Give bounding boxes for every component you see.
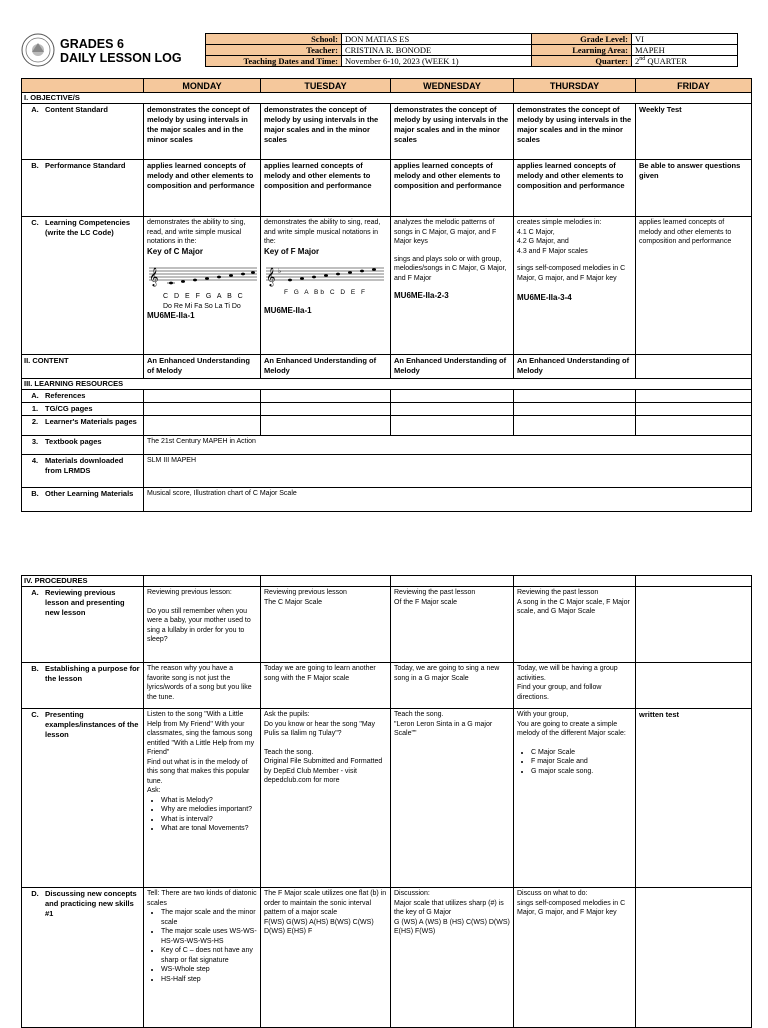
proc-d-thu: Discuss on what to do: sings self-composed melodies in C Major, G major, and F Major key <box>514 888 636 1028</box>
proc-a-label: A. Reviewing previous lesson and presenting new lesson <box>22 587 144 663</box>
proc-d-label: D. Discussing new concepts and practicing new skills #1 <box>22 888 144 1028</box>
tg-wed <box>391 403 514 416</box>
tg-mon <box>144 403 261 416</box>
proc-a-tue: Reviewing previous lesson The C Major Scale <box>261 587 391 663</box>
textbook-label: 3. Textbook pages <box>22 436 144 455</box>
proc-b-thu: Today, we will be having a group activities. Find your group, and follow directions. <box>514 663 636 709</box>
tg-label: 1. TG/CG pages <box>22 403 144 416</box>
content-thu: An Enhanced Understanding of Melody <box>514 355 636 379</box>
competencies-thu: creates simple melodies in: 4.1 C Major, 4.2 G Major, and 4.3 and F Major scales sings self-composed melodies in C Major, G major, and F Major key MU6ME-IIa-3-4 <box>514 217 636 355</box>
content-standard-tue: demonstrates the concept of melody by using intervals in the major scales and in the minor scales <box>261 104 391 160</box>
grade-value: VI <box>632 34 738 45</box>
list-item: • Key of C – does not have any sharp or flat signature <box>161 946 257 965</box>
competencies-label: C. Learning Competencies (write the LC Code) <box>22 217 144 355</box>
list-item: • G major scale song. <box>531 767 632 777</box>
corner-cell <box>22 79 144 93</box>
textbook-value: The 21st Century MAPEH in Action <box>144 436 752 455</box>
title-grades: GRADES 6 <box>60 37 124 51</box>
quarter-value: 2nd QUARTER <box>632 56 738 67</box>
performance-standard-thu: applies learned concepts of melody and other elements to composition and performance <box>514 160 636 217</box>
day-monday: MONDAY <box>144 79 261 93</box>
performance-standard-label: B. Performance Standard <box>22 160 144 217</box>
proc-a-fri <box>636 587 752 663</box>
proc-d-tue: The F Major scale utilizes one flat (b) in order to maintain the sonic interval pattern of a major scale F(WS) G(WS) A(HS) B(WS) C(WS) D(WS) E(HS) F <box>261 888 391 1028</box>
tg-tue <box>261 403 391 416</box>
teacher-label: Teacher: <box>206 45 342 56</box>
proc-a-thu: Reviewing the past lesson A song in the C Major scale, F Major scale, and G Major Scale <box>514 587 636 663</box>
section-procedures: IV. PROCEDURES <box>22 576 144 587</box>
lc-code-wed: MU6ME-IIa-2-3 <box>394 291 449 300</box>
proc-head-fri <box>636 576 752 587</box>
lrmds-value: SLM III MAPEH <box>144 455 752 488</box>
list-item: • HS-Half step <box>161 975 257 985</box>
content-tue: An Enhanced Understanding of Melody <box>261 355 391 379</box>
competencies-mon: demonstrates the ability to sing, read, and write simple musical notations in the: Key of C Major 𝄞 C D E F G A B C Do Re Mi Fa So La Ti Do MU6ME-IIa-1 <box>144 217 261 355</box>
dates-label: Teaching Dates and Time: <box>206 56 342 67</box>
content-standard-thu: demonstrates the concept of melody by using intervals in the major scales and in the minor scales <box>514 104 636 160</box>
list-item: • What are tonal Movements? <box>161 824 257 834</box>
proc-b-tue: Today we are going to learn another song with the F Major scale <box>261 663 391 709</box>
day-friday: FRIDAY <box>636 79 752 93</box>
proc-head-thu <box>514 576 636 587</box>
content-mon: An Enhanced Understanding of Melody <box>144 355 261 379</box>
references-thu <box>514 390 636 403</box>
proc-c-wed: Teach the song. "Leron Leron Sinta in a G major Scale"" <box>391 709 514 888</box>
proc-b-fri <box>636 663 752 709</box>
lm-label: 2. Learner's Materials pages <box>22 416 144 436</box>
list-item: • WS-Whole step <box>161 965 257 975</box>
lc-code-mon: MU6ME-IIa-1 <box>147 311 195 320</box>
proc-c-tue: Ask the pupils: Do you know or hear the song "May Pulis sa Ilalim ng Tulay"? Teach the song. Original File Submitted and Formatted by DepEd Club Member - visit depedclub.com for more <box>261 709 391 888</box>
proc-d-wed: Discussion: Major scale that utilizes sharp (#) is the key of G Major G (WS) A (WS) B (HS) C(WS) D(WS) E(HS) F(WS) <box>391 888 514 1028</box>
list-item: • The major scale uses WS-WS-HS-WS-WS-WS-HS <box>161 927 257 946</box>
f-major-letters: F G A Bb C D E F <box>284 289 367 296</box>
proc-head-wed <box>391 576 514 587</box>
lc-code-thu: MU6ME-IIa-3-4 <box>517 293 572 302</box>
list-item: • What is Melody? <box>161 796 257 806</box>
references-mon <box>144 390 261 403</box>
lc-code-tue: MU6ME-IIa-1 <box>264 305 312 315</box>
day-tuesday: TUESDAY <box>261 79 391 93</box>
performance-standard-wed: applies learned concepts of melody and other elements to composition and performance <box>391 160 514 217</box>
proc-b-mon: The reason why you have a favorite song is not just the lyrics/words of a song but you like the tune. <box>144 663 261 709</box>
proc-a-wed: Reviewing the past lesson Of the F Major scale <box>391 587 514 663</box>
section-resources: III. LEARNING RESOURCES <box>22 379 752 390</box>
lm-wed <box>391 416 514 436</box>
proc-c-fri: written test <box>636 709 752 888</box>
proc-head-mon <box>144 576 261 587</box>
deped-seal-logo <box>21 33 55 67</box>
content-standard-wed: demonstrates the concept of melody by using intervals in the major scales and in the minor scales <box>391 104 514 160</box>
other-materials-label: B. Other Learning Materials <box>22 488 144 512</box>
section-objectives: I. OBJECTIVE/S <box>22 93 752 104</box>
area-value: MAPEH <box>632 45 738 56</box>
lm-mon <box>144 416 261 436</box>
svg-text:𝄞: 𝄞 <box>149 267 159 286</box>
svg-text:𝄞: 𝄞 <box>266 267 276 286</box>
other-materials-value: Musical score, Illustration chart of C Major Scale <box>144 488 752 512</box>
proc-d-fri <box>636 888 752 1028</box>
proc-c-thu: With your group, You are going to create a simple melody of the different Major scale: • C Major Scale • F major Scale and • G major scale song. <box>514 709 636 888</box>
list-item: • F major Scale and <box>531 757 632 767</box>
tg-fri <box>636 403 752 416</box>
dates-value: November 6-10, 2023 (WEEK 1) <box>342 56 532 67</box>
lm-fri <box>636 416 752 436</box>
references-fri <box>636 390 752 403</box>
scale-list <box>517 748 632 777</box>
content-label: II. CONTENT <box>22 355 144 379</box>
lm-thu <box>514 416 636 436</box>
c-major-solfege: Do Re Mi Fa So La Ti Do <box>163 302 241 310</box>
performance-standard-mon: applies learned concepts of melody and other elements to composition and performance <box>144 160 261 217</box>
document-title <box>60 37 182 65</box>
proc-b-wed: Today, we are going to sing a new song in a G major Scale <box>391 663 514 709</box>
content-standard-mon: demonstrates the concept of melody by using intervals in the major scales and in the minor scales <box>144 104 261 160</box>
content-standard-label: A. Content Standard <box>22 104 144 160</box>
svg-text:♭: ♭ <box>278 267 282 275</box>
content-wed: An Enhanced Understanding of Melody <box>391 355 514 379</box>
content-fri <box>636 355 752 379</box>
competencies-wed: analyzes the melodic patterns of songs in C Major, G major, and F Major keys sings and plays solo or with group, melodies/songs in C Major, G Major, and F Major MU6ME-IIa-2-3 <box>391 217 514 355</box>
procedures-table <box>21 575 752 1028</box>
proc-d-mon: Tell: There are two kinds of diatonic scales • The major scale and the minor scale • The major scale uses WS-WS-HS-WS-WS-WS-HS • Key of C – does not have any sharp or flat signature • WS-Whole step • HS-Half step <box>144 888 261 1028</box>
list-item: • What is interval? <box>161 815 257 825</box>
tg-thu <box>514 403 636 416</box>
c-major-letters: C D E F G A B C <box>163 293 245 300</box>
grade-label: Grade Level: <box>532 34 632 45</box>
quarter-label: Quarter: <box>532 56 632 67</box>
title-dll: DAILY LESSON LOG <box>60 51 182 65</box>
list-item: • C Major Scale <box>531 748 632 758</box>
scale-facts-list <box>147 908 257 984</box>
school-value: DON MATIAS ES <box>342 34 532 45</box>
list-item: • Why are melodies important? <box>161 805 257 815</box>
melody-questions-list <box>147 796 257 834</box>
proc-head-tue <box>261 576 391 587</box>
proc-b-label: B. Establishing a purpose for the lesson <box>22 663 144 709</box>
teacher-value: CRISTINA R. BONODE <box>342 45 532 56</box>
references-label: A. References <box>22 390 144 403</box>
objectives-table <box>21 78 752 512</box>
competencies-fri: applies learned concepts of melody and other elements to composition and performance <box>636 217 752 355</box>
competencies-tue: demonstrates the ability to sing, read, and write simple musical notations in the: Key of F Major 𝄞 ♭ F G A Bb C D E F MU6ME-IIa-1 <box>261 217 391 355</box>
proc-c-label: C. Presenting examples/instances of the lesson <box>22 709 144 888</box>
day-thursday: THURSDAY <box>514 79 636 93</box>
references-wed <box>391 390 514 403</box>
performance-standard-tue: applies learned concepts of melody and other elements to composition and performance <box>261 160 391 217</box>
proc-c-mon: Listen to the song "With a Little Help from My Friend" With your classmates, sing the famous song entitled "With a Little Help from my Friend" Find out what is in the melody of this song that makes this popular tune. Ask: • What is Melody? • Why are melodies important? • What is interval? • What are tonal Movements? <box>144 709 261 888</box>
school-label: School: <box>206 34 342 45</box>
proc-a-mon: Reviewing previous lesson: Do you still remember when you were a baby, your mother used to sing a lullaby in order for you to sleep? <box>144 587 261 663</box>
area-label: Learning Area: <box>532 45 632 56</box>
lrmds-label: 4. Materials downloaded from LRMDS <box>22 455 144 488</box>
list-item: • The major scale and the minor scale <box>161 908 257 927</box>
content-standard-fri: Weekly Test <box>636 104 752 160</box>
lm-tue <box>261 416 391 436</box>
header-info-table <box>205 33 738 67</box>
performance-standard-fri: Be able to answer questions given <box>636 160 752 217</box>
day-wednesday: WEDNESDAY <box>391 79 514 93</box>
references-tue <box>261 390 391 403</box>
